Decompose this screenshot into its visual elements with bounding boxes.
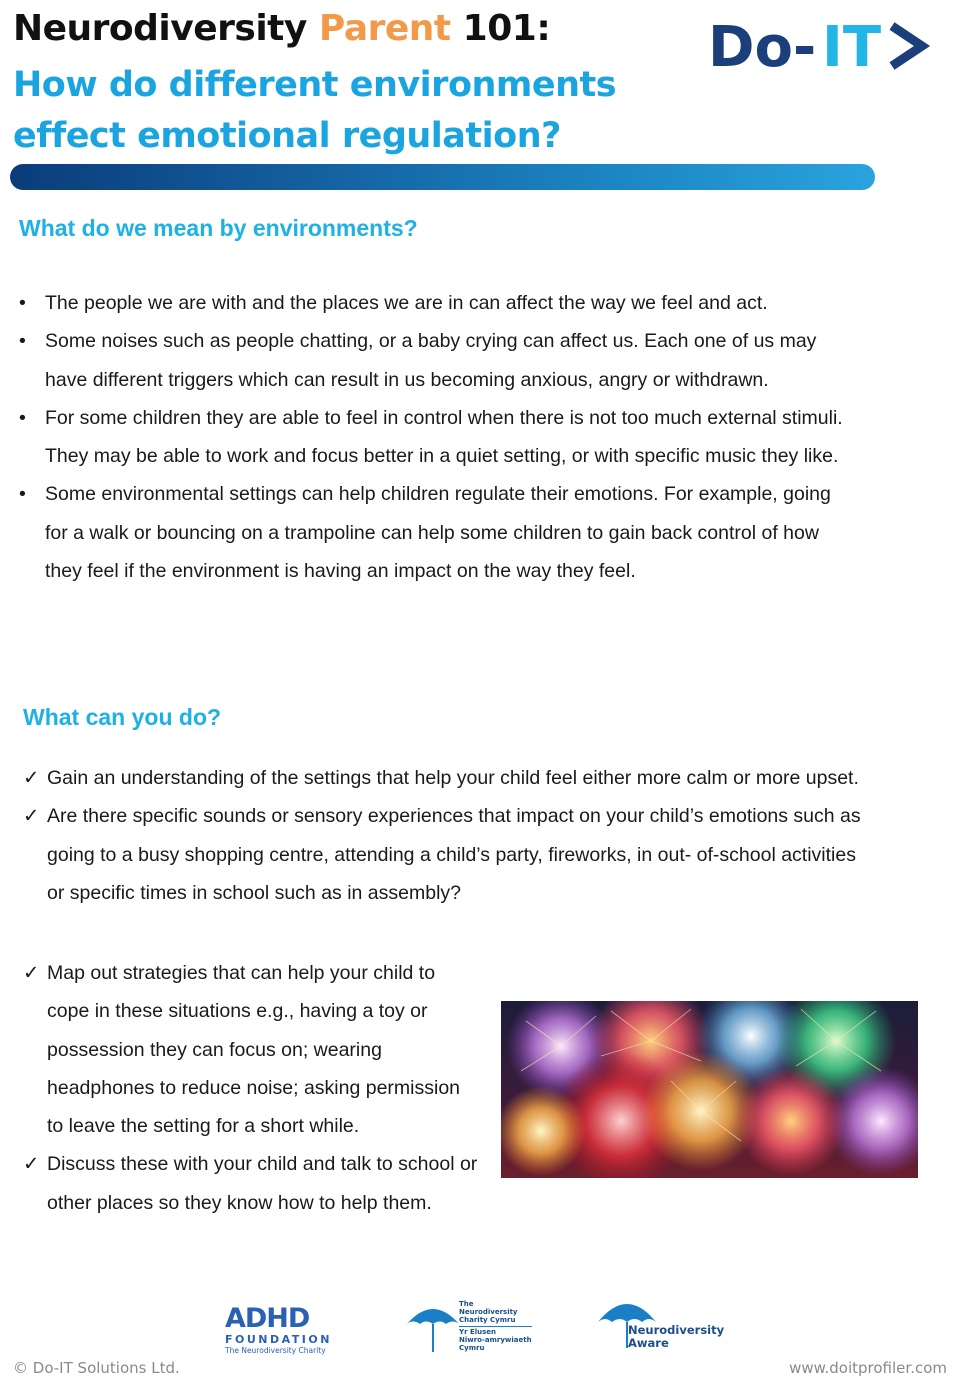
title-word-parent: Parent	[318, 8, 451, 49]
fireworks-photo	[501, 1001, 918, 1178]
logo-chevron-icon	[892, 26, 922, 66]
aware-logo-text: Neurodiversity Aware	[628, 1323, 725, 1350]
bullet-icon: •	[19, 406, 26, 429]
adhd-logo-subtitle: FOUNDATION	[225, 1333, 332, 1346]
neurodiversity-charity-cymru-logo	[405, 1298, 535, 1356]
list-item: ✓ Map out strategies that can help your child to cope in these situations e.g., having a toy or possession they can focus on; wearing headphones to reduce noise; asking permission to leave the setting for a short while.	[23, 954, 478, 1145]
list-item: ✓ Discuss these with your child and talk to school or other places so they know how to help them.	[23, 1145, 478, 1222]
footer-website-link[interactable]: www.doitprofiler.com	[789, 1359, 947, 1377]
checkmark-icon: ✓	[23, 962, 40, 984]
list-item: • Some environmental settings can help children regulate their emotions. For example, going for a walk or bouncing on a trampoline can help some children to gain back control of how they feel if the environment is having an impact on the way they feel.	[14, 475, 854, 590]
checkmark-icon: ✓	[23, 767, 40, 789]
environments-bullet-list	[14, 284, 854, 590]
list-item: ✓ Are there specific sounds or sensory experiences that impact on your child’s emotions such as going to a busy shopping centre, attending a child’s party, fireworks, in out- of-school activities or specific times in school such as in assembly?	[23, 797, 868, 912]
adhd-logo-wordmark: ADHD	[225, 1303, 310, 1334]
logo-text-it: IT	[822, 15, 882, 78]
list-item: ✓ Gain an understanding of the settings that help your child feel either more calm or more upset.	[23, 759, 868, 797]
title-word-101: 101:	[462, 8, 551, 49]
adhd-foundation-logo	[225, 1305, 340, 1355]
do-it-logo	[708, 14, 938, 78]
footer-copyright: © Do-IT Solutions Ltd.	[13, 1359, 180, 1377]
header-divider-bar	[10, 164, 875, 190]
adhd-logo-tagline: The Neurodiversity Charity	[225, 1346, 326, 1355]
list-item: • For some children they are able to feel in control when there is not too much external stimuli. They may be able to work and focus better in a quiet setting, or with specific music they like.	[14, 399, 854, 476]
page-subtitle: How do different environments effect emotional regulation?	[13, 65, 617, 156]
logo-text-do: Do-	[708, 15, 817, 78]
page-title	[13, 8, 550, 49]
bullet-icon: •	[19, 292, 26, 314]
list-item: • The people we are with and the places we are in can affect the way we feel and act.	[14, 284, 854, 322]
checklist-narrow	[23, 954, 478, 1222]
section-heading-environments: What do we mean by environments?	[19, 215, 418, 241]
neurodiversity-aware-logo	[596, 1292, 726, 1354]
checklist-full-width	[23, 759, 868, 912]
bullet-icon: •	[19, 483, 26, 506]
bullet-icon: •	[19, 330, 26, 353]
title-word-neurodiversity: Neurodiversity	[13, 8, 307, 49]
checkmark-icon: ✓	[23, 805, 40, 828]
section-heading-what-can-you-do: What can you do?	[23, 704, 222, 730]
umbrella-icon	[405, 1298, 461, 1354]
checkmark-icon: ✓	[23, 1153, 40, 1176]
list-item: • Some noises such as people chatting, or a baby crying can affect us. Each one of us may have different triggers which can result in us becoming anxious, angry or withdrawn.	[14, 322, 854, 399]
ndc-logo-text: The Neurodiversity Charity Cymru Yr Elusen Niwro-amrywiaeth Cymru	[459, 1300, 532, 1352]
